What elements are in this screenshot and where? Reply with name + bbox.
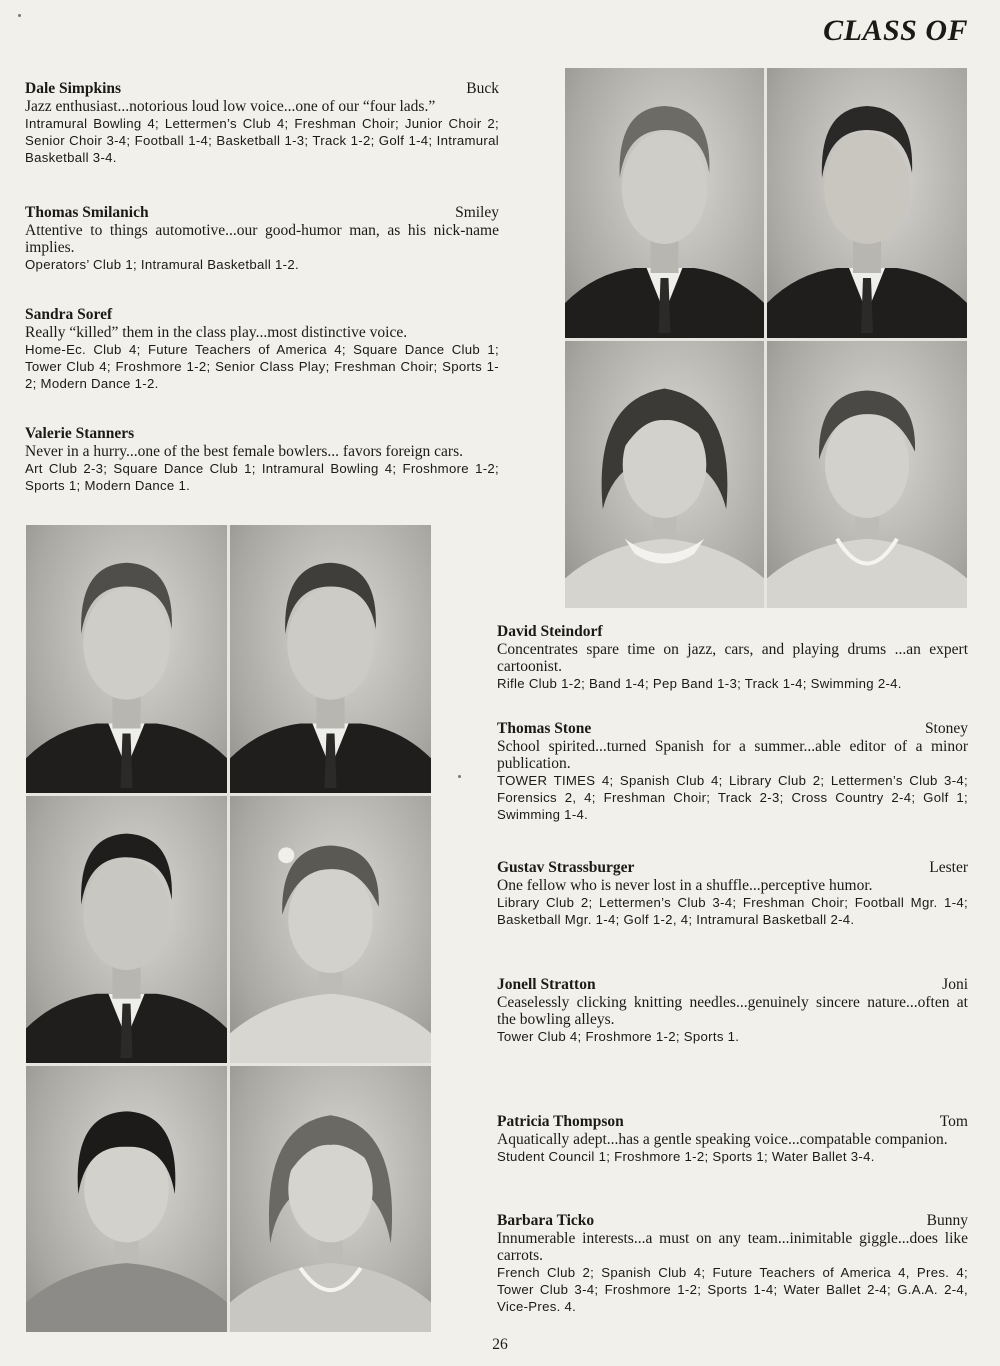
entry-gustav-strassburger bbox=[497, 859, 968, 928]
student-description: School spirited...turned Spanish for a summer...able editor of a minor publication. bbox=[497, 738, 968, 772]
student-name: Thomas Smilanich bbox=[25, 204, 149, 221]
student-activities: Student Council 1; Froshmore 1-2; Sports 1; Water Ballet 3-4. bbox=[497, 1149, 875, 1164]
student-nickname: Lester bbox=[929, 859, 968, 876]
student-nickname: Buck bbox=[466, 80, 499, 97]
portrait-photo bbox=[26, 1066, 227, 1332]
student-activities: TOWER TIMES 4; Spanish Club 4; Library Club 2; Lettermen’s Club 3-4; Forensics 2, 4; Freshman Choir; Track 2-3; Cross Country 2-4; Golf 1; Swimming 1-4. bbox=[497, 773, 968, 822]
portrait-photo bbox=[26, 525, 227, 793]
entry-thomas-smilanich bbox=[25, 204, 499, 273]
student-description: Innumerable interests...a must on any team...inimitable giggle...does like carrots. bbox=[497, 1230, 968, 1264]
student-description: Concentrates spare time on jazz, cars, and playing drums ...an expert cartoonist. bbox=[497, 641, 968, 675]
entry-jonell-stratton bbox=[497, 976, 968, 1045]
student-activities: Tower Club 4; Froshmore 1-2; Sports 1. bbox=[497, 1029, 740, 1044]
student-nickname: Tom bbox=[939, 1113, 968, 1130]
entry-barbara-ticko bbox=[497, 1212, 968, 1315]
student-description: Jazz enthusiast...notorious loud low voice...one of our “four lads.” bbox=[25, 98, 436, 115]
print-speck bbox=[458, 775, 461, 778]
student-name: David Steindorf bbox=[497, 623, 603, 640]
student-nickname: Bunny bbox=[926, 1212, 968, 1229]
student-name: Barbara Ticko bbox=[497, 1212, 595, 1229]
photo-grid-top-right bbox=[565, 68, 967, 608]
page-header: CLASS OF bbox=[823, 14, 968, 47]
print-speck bbox=[18, 14, 21, 17]
student-description: Ceaselessly clicking knitting needles...genuinely sincere nature...often at the bowling alleys. bbox=[497, 994, 968, 1028]
student-activities: Operators’ Club 1; Intramural Basketball 1-2. bbox=[25, 257, 299, 272]
student-activities: French Club 2; Spanish Club 4; Future Teachers of America 4, Pres. 4; Tower Club 3-4; Froshmore 1-2; Sports 1-4; Water Ballet 2-4; G.A.A. 2-4, Vice-Pres. 4. bbox=[497, 1265, 968, 1314]
portrait-photo bbox=[565, 68, 764, 338]
portrait-photo bbox=[230, 796, 431, 1063]
student-name: Dale Simpkins bbox=[25, 80, 122, 97]
student-activities: Intramural Bowling 4; Lettermen’s Club 4; Freshman Choir; Junior Choir 2; Senior Choir 3-4; Football 1-4; Basketball 1-3; Track 1-2; Golf 1-4; Intramural Basketball 3-4. bbox=[25, 116, 499, 165]
student-activities: Art Club 2-3; Square Dance Club 1; Intramural Bowling 4; Froshmore 1-2; Sports 1; Modern Dance 1. bbox=[25, 461, 499, 493]
photo-grid-bottom-left bbox=[26, 525, 431, 1332]
entry-dale-simpkins bbox=[25, 80, 499, 166]
portrait-photo bbox=[565, 341, 764, 608]
page-number: 26 bbox=[492, 1336, 508, 1353]
portrait-photo bbox=[767, 341, 967, 608]
portrait-photo bbox=[230, 1066, 431, 1332]
student-nickname: Smiley bbox=[455, 204, 499, 221]
student-name: Jonell Stratton bbox=[497, 976, 596, 993]
student-description: Never in a hurry...one of the best female bowlers... favors foreign cars. bbox=[25, 443, 463, 460]
student-name: Patricia Thompson bbox=[497, 1113, 624, 1130]
entry-patricia-thompson bbox=[497, 1113, 968, 1165]
student-activities: Rifle Club 1-2; Band 1-4; Pep Band 1-3; Track 1-4; Swimming 2-4. bbox=[497, 676, 902, 691]
student-name: Gustav Strassburger bbox=[497, 859, 635, 876]
portrait-photo bbox=[26, 796, 227, 1063]
student-nickname: Joni bbox=[942, 976, 968, 993]
entry-david-steindorf bbox=[497, 623, 968, 692]
student-activities: Library Club 2; Lettermen’s Club 3-4; Freshman Choir; Football Mgr. 1-4; Basketball Mgr. 1-4; Golf 1-2, 4; Intramural Basketball 2-4. bbox=[497, 895, 968, 927]
student-description: Really “killed” them in the class play...most distinctive voice. bbox=[25, 324, 408, 341]
student-description: One fellow who is never lost in a shuffle...perceptive humor. bbox=[497, 877, 873, 894]
entry-thomas-stone bbox=[497, 720, 968, 823]
entry-sandra-soref bbox=[25, 306, 499, 392]
entry-valerie-stanners bbox=[25, 425, 499, 494]
student-description: Attentive to things automotive...our good-humor man, as his nick-name implies. bbox=[25, 222, 499, 256]
portrait-photo bbox=[767, 68, 967, 338]
student-activities: Home-Ec. Club 4; Future Teachers of America 4; Square Dance Club 1; Tower Club 4; Froshmore 1-2; Senior Class Play; Freshman Choir; Sports 1-2; Modern Dance 1-2. bbox=[25, 342, 499, 391]
student-name: Sandra Soref bbox=[25, 306, 113, 323]
student-name: Thomas Stone bbox=[497, 720, 592, 737]
portrait-photo bbox=[230, 525, 431, 793]
student-name: Valerie Stanners bbox=[25, 425, 135, 442]
student-description: Aquatically adept...has a gentle speaking voice...compatable companion. bbox=[497, 1131, 948, 1148]
student-nickname: Stoney bbox=[924, 720, 968, 737]
